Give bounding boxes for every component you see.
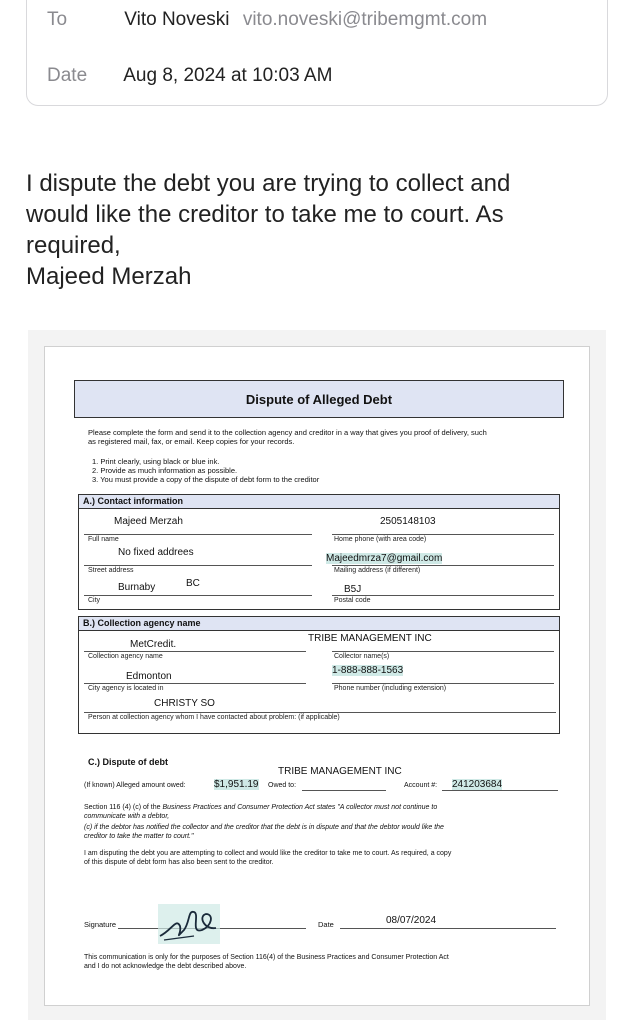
home-phone-label: Home phone (with area code)	[334, 536, 427, 543]
amount-value: $1,951.19	[214, 779, 259, 790]
email-body	[26, 168, 611, 292]
full-name-value: Majeed Merzah	[114, 516, 183, 527]
postal-line	[332, 595, 554, 596]
city-line	[84, 595, 312, 596]
full-name-line	[84, 534, 312, 535]
act-line-4: creditor to take the matter to court."	[84, 833, 194, 840]
section-c-heading: C.) Dispute of debt	[88, 757, 168, 767]
account-value: 241203684	[452, 779, 503, 790]
contact-person-value: CHRISTY SO	[154, 698, 215, 709]
agency-phone-label: Phone number (including extension)	[334, 685, 447, 692]
signature-image	[154, 900, 228, 948]
mailing-line	[332, 565, 554, 566]
contact-person-line	[84, 712, 556, 713]
postal-label: Postal code	[334, 597, 371, 604]
section-a-heading: A.) Contact information	[79, 495, 559, 509]
footer-line-1: This communication is only for the purposes of Section 116(4) of the Business Practices and Consumer Protection Act	[84, 954, 449, 961]
signature-label: Signature	[84, 920, 117, 929]
street-label: Street address	[88, 567, 134, 574]
form-title: Dispute of Alleged Debt	[74, 380, 564, 418]
act-line-1	[84, 804, 437, 811]
date-value-form: 08/07/2024	[386, 915, 437, 926]
form-intro-2: as registered mail, fax, or email. Keep copies for your records.	[88, 437, 295, 446]
amount-prefix: (If known) Alleged amount owed:	[84, 782, 186, 789]
instruction-2: 2. Provide as much information as possible.	[92, 466, 238, 475]
postal-value: B5J	[344, 584, 362, 595]
province-value: BC	[186, 578, 200, 589]
section-b-heading: B.) Collection agency name	[79, 617, 559, 631]
agency-phone-line	[332, 683, 554, 684]
form-intro-1: Please complete the form and send it to the collection agency and creditor in a way that gives you proof of delivery, such	[88, 428, 487, 437]
agency-city-line	[84, 683, 306, 684]
home-phone-line	[332, 534, 554, 535]
city-value: Burnaby	[118, 582, 156, 593]
body-line-1: I dispute the debt you are trying to collect and	[26, 170, 511, 197]
owed-to-value: TRIBE MANAGEMENT INC	[278, 766, 402, 777]
collector-label: Collector name(s)	[334, 653, 390, 660]
dispute-line-2: of this dispute of debt form has also been sent to the creditor.	[84, 859, 274, 866]
date-row	[47, 65, 332, 87]
act-line-3: (c) if the debtor has notified the collector and the creditor that the debt is in dispute and that the debtor would like the	[84, 824, 444, 831]
act-title: Business Practices and Consumer Protection Act	[162, 804, 315, 811]
footer-line-2: and I do not acknowledge the debt described above.	[84, 963, 247, 970]
mailing-value: Majeedmrza7@gmail.com	[326, 553, 443, 564]
body-line-4: Majeed Merzah	[26, 263, 192, 290]
agency-value: MetCredit.	[130, 639, 177, 650]
recipient-name[interactable]: Vito Noveski	[124, 9, 230, 30]
to-row	[47, 9, 487, 31]
owed-to-label: Owed to:	[268, 782, 297, 789]
agency-line	[84, 651, 306, 652]
owed-to-line	[302, 790, 386, 791]
full-name-label: Full name	[88, 536, 119, 543]
date-label-form: Date	[318, 920, 334, 929]
agency-phone-value: 1-888-888-1563	[332, 665, 404, 676]
agency-city-label: City agency is located in	[88, 685, 164, 692]
collector-line	[332, 651, 554, 652]
body-line-2: would like the creditor to take me to court. As	[26, 201, 504, 228]
account-label: Account #:	[404, 782, 438, 789]
home-phone-value: 2505148103	[380, 516, 436, 527]
date-label: Date	[47, 65, 88, 86]
instruction-3: 3. You must provide a copy of the dispute of debt form to the creditor	[92, 475, 320, 484]
dispute-line-1: I am disputing the debt you are attempting to collect and would like the creditor to take me to court. As required, a copy	[84, 850, 452, 857]
street-line	[84, 565, 312, 566]
agency-label: Collection agency name	[88, 653, 163, 660]
date-value: Aug 8, 2024 at 10:03 AM	[123, 65, 333, 86]
to-label: To	[47, 9, 68, 30]
collector-value: TRIBE MANAGEMENT INC	[308, 633, 432, 644]
mailing-label: Mailing address (if different)	[334, 567, 421, 574]
contact-person-label: Person at collection agency whom I have contacted about problem: (if applicable)	[88, 714, 340, 721]
street-value: No fixed addrees	[118, 547, 194, 558]
act-line-2: communicate with a debtor,	[84, 813, 170, 820]
account-line	[442, 790, 558, 791]
body-line-3: required,	[26, 232, 121, 259]
date-line	[340, 928, 556, 929]
city-label: City	[88, 597, 101, 604]
act-text-2: states "A collector must not continue to	[316, 804, 438, 811]
instruction-1: 1. Print clearly, using black or blue ink.	[92, 457, 220, 466]
recipient-email[interactable]: vito.noveski@tribemgmt.com	[242, 9, 488, 30]
email-header-card	[26, 0, 608, 106]
act-text-1: Section 116 (4) (c) of the	[84, 804, 161, 811]
agency-city-value: Edmonton	[126, 671, 172, 682]
